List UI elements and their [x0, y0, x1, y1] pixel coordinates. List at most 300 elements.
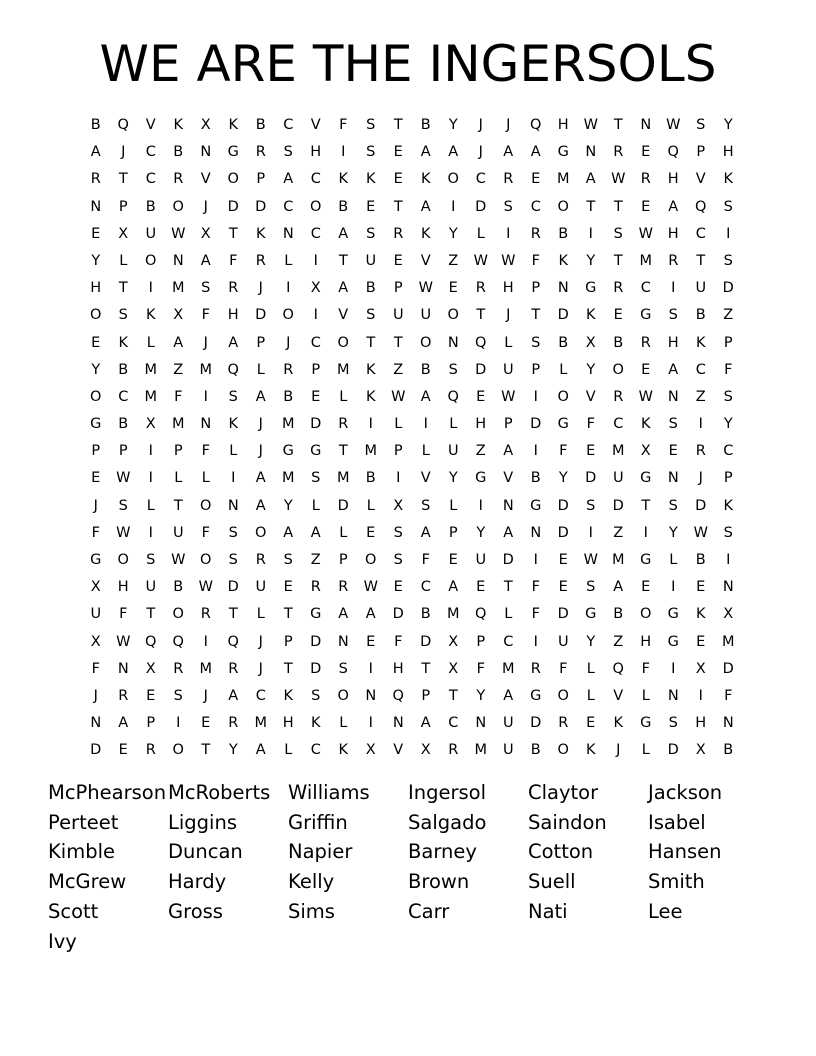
grid-cell: R — [255, 144, 266, 161]
grid-row — [82, 465, 742, 492]
letter-grid — [82, 112, 742, 765]
grid-cell: P — [338, 552, 348, 568]
grid-cell: H — [117, 579, 129, 596]
grid-cell: W — [391, 388, 406, 405]
grid-cell: D — [337, 497, 349, 514]
grid-cell: L — [504, 606, 513, 623]
grid-cell: Z — [393, 361, 404, 378]
grid-cell: U — [145, 225, 157, 242]
grid-cell: X — [90, 579, 101, 596]
grid-cell: D — [255, 307, 267, 324]
grid-cell: C — [145, 171, 156, 188]
grid-cell: M — [254, 715, 267, 732]
grid-cell: R — [145, 742, 156, 759]
grid-cell: E — [641, 579, 651, 596]
grid-cell: A — [255, 742, 266, 759]
grid-cell: F — [531, 252, 540, 269]
grid-cell: C — [255, 687, 266, 704]
grid-cell: S — [723, 524, 733, 541]
grid-cell: G — [90, 416, 102, 433]
grid-row — [82, 629, 742, 656]
grid-cell: P — [503, 416, 513, 433]
grid-cell: F — [201, 524, 210, 541]
grid-cell: T — [641, 497, 651, 514]
grid-cell: L — [256, 606, 265, 623]
grid-cell: C — [613, 416, 624, 433]
grid-cell: F — [119, 606, 128, 623]
grid-cell: F — [586, 416, 595, 433]
grid-cell: E — [448, 280, 458, 297]
grid-cell: S — [366, 225, 376, 242]
grid-cell: N — [722, 579, 734, 596]
grid-cell: K — [420, 225, 431, 242]
grid-cell: I — [588, 524, 593, 541]
grid-cell: L — [421, 443, 430, 460]
grid-cell: R — [228, 280, 239, 297]
grid-cell: A — [420, 198, 431, 215]
grid-cell: T — [613, 198, 623, 215]
grid-cell: A — [338, 280, 349, 297]
grid-cell: F — [559, 660, 568, 677]
grid-cell: S — [146, 552, 156, 568]
grid-cell: Y — [723, 117, 733, 133]
grid-cell: A — [228, 334, 239, 351]
grid-cell: E — [311, 388, 321, 405]
grid-cell: A — [420, 524, 431, 541]
grid-cell: C — [118, 388, 129, 405]
grid-cell: T — [146, 606, 156, 623]
grid-cell: I — [341, 144, 346, 161]
grid-cell: M — [336, 361, 350, 378]
grid-cell: K — [640, 416, 651, 433]
grid-row — [82, 683, 742, 710]
grid-cell: R — [118, 687, 129, 704]
grid-cell: Q — [447, 388, 459, 405]
grid-cell: O — [557, 687, 569, 704]
grid-cell: W — [171, 225, 186, 242]
word-list-item: Brown — [408, 870, 470, 894]
grid-cell: A — [448, 144, 459, 161]
grid-cell: U — [365, 252, 377, 269]
grid-cell: S — [228, 524, 238, 541]
word-list-item: Griffin — [288, 810, 348, 834]
grid-cell: S — [366, 144, 376, 161]
grid-cell: C — [695, 361, 706, 378]
grid-cell: R — [173, 660, 184, 677]
grid-cell: E — [366, 198, 376, 215]
grid-cell: J — [478, 144, 483, 161]
grid-cell: C — [310, 334, 321, 351]
grid-cell: E — [641, 198, 651, 215]
grid-cell: T — [421, 660, 431, 677]
grid-cell: K — [723, 171, 733, 188]
grid-cell: L — [586, 687, 595, 704]
grid-cell: D — [722, 660, 734, 677]
grid-cell: J — [93, 687, 98, 704]
grid-cell: T — [393, 334, 403, 351]
grid-row — [82, 601, 742, 628]
grid-cell: B — [118, 361, 129, 378]
grid-cell: J — [698, 470, 703, 487]
grid-cell: P — [531, 361, 541, 378]
grid-cell: Y — [91, 252, 101, 269]
grid-cell: B — [613, 334, 624, 351]
grid-cell: O — [420, 334, 432, 351]
grid-cell: K — [420, 171, 431, 188]
grid-cell: R — [640, 171, 651, 188]
grid-cell: G — [530, 687, 542, 704]
word-list-item: Kimble — [48, 840, 115, 864]
grid-cell: S — [283, 552, 293, 568]
word-list-item: Smith — [648, 870, 705, 894]
grid-cell: O — [200, 552, 212, 568]
word-list-item: Lee — [648, 899, 683, 923]
word-list-item: Gross — [168, 899, 223, 923]
grid-cell: O — [172, 198, 184, 215]
grid-cell: Z — [475, 443, 486, 460]
grid-cell: W — [198, 579, 213, 596]
grid-cell: F — [724, 687, 733, 704]
grid-cell: O — [557, 198, 569, 215]
grid-row — [82, 493, 742, 520]
grid-cell: T — [173, 497, 183, 514]
grid-cell: Y — [558, 470, 568, 487]
grid-cell: Q — [475, 606, 487, 623]
grid-cell: B — [420, 606, 431, 623]
grid-cell: D — [585, 470, 597, 487]
grid-cell: S — [586, 497, 596, 514]
grid-cell: W — [473, 252, 488, 269]
word-list-item: Suell — [528, 870, 576, 894]
grid-cell: K — [255, 225, 266, 242]
grid-cell: S — [311, 470, 321, 487]
grid-cell: U — [557, 633, 569, 650]
grid-cell: Y — [586, 361, 596, 378]
grid-cell: O — [200, 497, 212, 514]
grid-cell: B — [695, 552, 706, 568]
grid-cell: E — [668, 443, 678, 460]
grid-cell: B — [420, 117, 431, 133]
grid-cell: K — [695, 606, 706, 623]
grid-cell: S — [696, 117, 706, 133]
grid-cell: Q — [475, 334, 487, 351]
grid-cell: A — [173, 334, 184, 351]
grid-cell: P — [256, 171, 266, 188]
grid-cell: P — [393, 443, 403, 460]
grid-cell: R — [668, 252, 679, 269]
grid-cell: E — [91, 225, 101, 242]
grid-cell: E — [531, 171, 541, 188]
grid-cell: P — [91, 443, 101, 460]
grid-cell: E — [201, 715, 211, 732]
grid-cell: J — [506, 117, 511, 133]
word-list-item: Sims — [288, 899, 335, 923]
grid-cell: B — [118, 416, 129, 433]
grid-cell: O — [337, 687, 349, 704]
grid-cell: K — [585, 307, 596, 324]
grid-cell: M — [501, 660, 515, 677]
grid-cell: L — [449, 416, 458, 433]
grid-cell: N — [667, 388, 679, 405]
word-list-item: Saindon — [528, 810, 607, 834]
grid-cell: Z — [695, 388, 706, 405]
grid-cell: A — [420, 388, 431, 405]
grid-cell: I — [148, 470, 153, 487]
grid-cell: D — [90, 742, 102, 759]
grid-cell: R — [90, 171, 101, 188]
grid-cell: V — [613, 687, 624, 704]
grid-cell: T — [613, 252, 623, 269]
grid-cell: Z — [173, 361, 184, 378]
grid-cell: H — [392, 660, 404, 677]
grid-cell: E — [91, 334, 101, 351]
grid-cell: B — [173, 579, 184, 596]
grid-cell: K — [228, 416, 238, 433]
grid-cell: G — [282, 443, 294, 460]
grid-cell: H — [502, 280, 514, 297]
grid-cell: O — [172, 742, 184, 759]
grid-cell: D — [667, 742, 679, 759]
grid-cell: P — [531, 280, 541, 297]
grid-cell: P — [723, 334, 733, 351]
grid-cell: G — [90, 552, 102, 568]
grid-cell: S — [228, 552, 238, 568]
grid-cell: I — [423, 416, 428, 433]
grid-cell: B — [420, 361, 431, 378]
grid-cell: E — [91, 470, 101, 487]
grid-cell: D — [557, 606, 569, 623]
grid-cell: D — [530, 416, 542, 433]
grid-cell: R — [640, 334, 651, 351]
grid-cell: M — [171, 280, 185, 297]
grid-cell: D — [420, 633, 432, 650]
grid-cell: T — [338, 252, 348, 269]
grid-cell: O — [557, 742, 569, 759]
grid-cell: D — [475, 198, 487, 215]
grid-cell: L — [256, 361, 265, 378]
word-list-item: Liggins — [168, 810, 237, 834]
grid-cell: I — [698, 687, 703, 704]
grid-cell: W — [116, 633, 131, 650]
grid-cell: U — [420, 307, 432, 324]
grid-cell: S — [613, 225, 623, 242]
grid-cell: G — [640, 552, 652, 568]
grid-cell: A — [90, 144, 101, 161]
grid-cell: T — [201, 742, 211, 759]
grid-cell: D — [557, 497, 569, 514]
grid-cell: H — [722, 144, 734, 161]
grid-cell: N — [722, 715, 734, 732]
grid-cell: X — [585, 334, 596, 351]
grid-cell: I — [176, 715, 181, 732]
word-list-item: Cotton — [528, 840, 594, 864]
grid-cell: E — [613, 307, 623, 324]
grid-cell: L — [146, 334, 155, 351]
grid-cell: N — [557, 280, 569, 297]
grid-cell: B — [338, 198, 349, 215]
grid-cell: S — [723, 388, 733, 405]
grid-cell: H — [310, 144, 322, 161]
grid-cell: G — [557, 144, 569, 161]
grid-cell: B — [365, 470, 376, 487]
grid-cell: E — [393, 579, 403, 596]
grid-cell: I — [368, 715, 373, 732]
grid-cell: R — [448, 742, 459, 759]
grid-cell: O — [640, 606, 652, 623]
grid-cell: H — [90, 280, 102, 297]
word-list-item: Kelly — [288, 870, 335, 894]
grid-cell: C — [448, 715, 459, 732]
grid-cell: Y — [448, 225, 458, 242]
grid-cell: A — [200, 252, 211, 269]
grid-cell: S — [118, 497, 128, 514]
grid-cell: G — [557, 416, 569, 433]
grid-cell: O — [612, 361, 624, 378]
grid-cell: G — [585, 280, 597, 297]
grid-cell: K — [338, 742, 348, 759]
grid-cell: W — [583, 552, 598, 568]
grid-row — [82, 166, 742, 193]
grid-cell: G — [227, 144, 239, 161]
grid-cell: V — [695, 171, 706, 188]
grid-cell: Y — [668, 524, 678, 541]
grid-cell: R — [173, 171, 184, 188]
grid-cell: L — [339, 715, 348, 732]
grid-row — [82, 194, 742, 221]
grid-cell: U — [392, 307, 404, 324]
grid-cell: L — [284, 742, 293, 759]
grid-cell: A — [585, 171, 596, 188]
grid-cell: K — [310, 715, 321, 732]
grid-cell: B — [173, 144, 184, 161]
grid-cell: I — [286, 280, 291, 297]
grid-cell: B — [145, 198, 156, 215]
grid-cell: R — [200, 606, 211, 623]
grid-cell: A — [283, 171, 294, 188]
grid-cell: I — [368, 660, 373, 677]
grid-cell: F — [91, 524, 100, 541]
grid-cell: D — [612, 497, 624, 514]
grid-cell: C — [695, 225, 706, 242]
grid-cell: J — [203, 687, 208, 704]
grid-cell: E — [366, 633, 376, 650]
grid-cell: X — [200, 225, 211, 242]
grid-cell: Z — [310, 552, 321, 568]
grid-cell: F — [394, 633, 403, 650]
grid-cell: N — [392, 715, 404, 732]
grid-cell: U — [172, 524, 184, 541]
grid-cell: X — [145, 416, 156, 433]
word-list-item: Ivy — [48, 929, 77, 953]
grid-cell: E — [118, 742, 128, 759]
grid-cell: T — [503, 579, 513, 596]
word-list-item: Carr — [408, 899, 450, 923]
grid-cell: V — [200, 171, 211, 188]
grid-cell: B — [695, 307, 706, 324]
grid-cell: T — [118, 280, 128, 297]
grid-cell: D — [310, 633, 322, 650]
grid-cell: L — [229, 443, 238, 460]
grid-cell: I — [148, 443, 153, 460]
grid-row — [82, 737, 742, 764]
grid-cell: S — [201, 280, 211, 297]
word-list-item: Scott — [48, 899, 99, 923]
grid-cell: E — [476, 388, 486, 405]
grid-cell: I — [643, 524, 648, 541]
grid-cell: K — [365, 361, 376, 378]
grid-cell: I — [203, 633, 208, 650]
grid-row — [82, 139, 742, 166]
grid-cell: F — [91, 660, 100, 677]
grid-cell: X — [90, 633, 101, 650]
grid-cell: W — [501, 252, 516, 269]
grid-cell: A — [228, 687, 239, 704]
grid-cell: V — [503, 470, 514, 487]
grid-cell: P — [256, 334, 266, 351]
grid-cell: S — [503, 198, 513, 215]
grid-cell: I — [533, 552, 538, 568]
grid-cell: I — [148, 524, 153, 541]
grid-cell: B — [283, 388, 294, 405]
grid-cell: N — [365, 687, 377, 704]
grid-cell: Y — [228, 742, 238, 759]
grid-cell: J — [258, 416, 263, 433]
grid-cell: J — [616, 742, 621, 759]
grid-cell: I — [533, 633, 538, 650]
word-list-item: Hansen — [648, 840, 722, 864]
grid-cell: F — [531, 579, 540, 596]
grid-cell: C — [723, 443, 734, 460]
grid-cell: X — [310, 280, 321, 297]
grid-cell: Y — [283, 497, 293, 514]
grid-cell: K — [613, 715, 623, 732]
grid-cell: M — [611, 552, 625, 568]
word-list — [48, 778, 788, 956]
grid-row — [82, 302, 742, 329]
grid-cell: W — [501, 388, 516, 405]
grid-cell: J — [121, 144, 126, 161]
grid-cell: T — [228, 606, 238, 623]
grid-cell: A — [503, 144, 514, 161]
grid-cell: T — [338, 443, 348, 460]
grid-cell: D — [557, 307, 569, 324]
grid-cell: G — [530, 497, 542, 514]
grid-cell: L — [586, 660, 595, 677]
grid-cell: L — [201, 470, 210, 487]
grid-cell: R — [695, 443, 706, 460]
grid-cell: P — [283, 633, 293, 650]
grid-cell: F — [724, 361, 733, 378]
grid-cell: R — [530, 660, 541, 677]
grid-cell: O — [90, 307, 102, 324]
grid-cell: O — [90, 388, 102, 405]
grid-cell: O — [255, 524, 267, 541]
grid-cell: K — [283, 687, 293, 704]
grid-cell: F — [174, 388, 183, 405]
grid-cell: J — [258, 280, 263, 297]
grid-cell: P — [448, 524, 458, 541]
grid-cell: L — [449, 497, 458, 514]
grid-cell: W — [693, 524, 708, 541]
grid-cell: P — [311, 361, 321, 378]
grid-cell: H — [282, 715, 294, 732]
grid-cell: U — [695, 280, 707, 297]
grid-cell: R — [255, 252, 266, 269]
grid-cell: K — [228, 117, 238, 133]
grid-cell: T — [586, 198, 596, 215]
grid-cell: R — [338, 579, 349, 596]
grid-cell: X — [145, 660, 156, 677]
